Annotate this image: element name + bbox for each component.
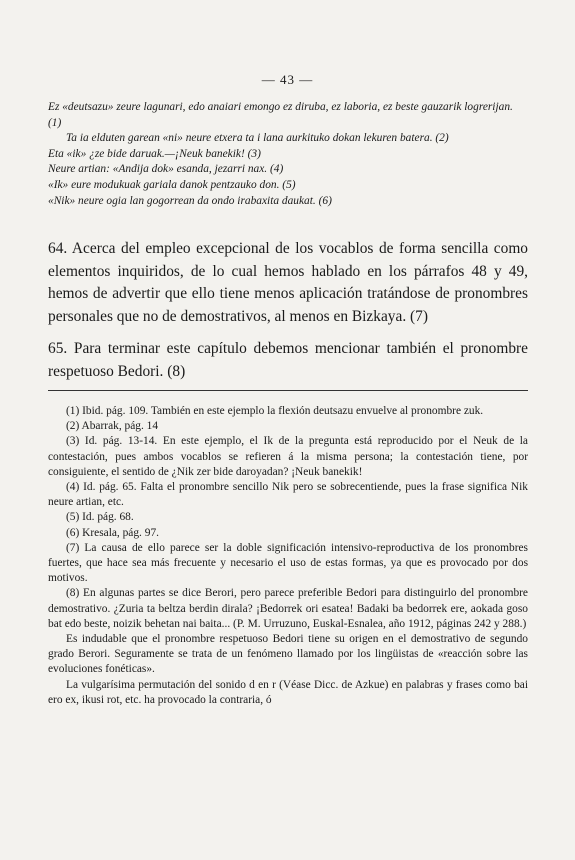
footnote: (1) Ibid. pág. 109. También en este ejemplo la flexión deutsazu envuelve al pronombre zuk. (66, 405, 484, 417)
page-number: — 43 — (261, 72, 314, 87)
footnote: (6) Kresala, pág. 97. (66, 526, 159, 539)
footnotes (48, 404, 528, 708)
paragraph-65: 65. Para terminar este capítulo debemos mencionar también el pronombre respetuoso Bedori. (8) (48, 340, 528, 380)
example-line: Ta ia elduten garean «ni» neure etxera ta i lana aurkituko dokan lekuren batera. (2) (66, 132, 449, 145)
example-line: Ez «deutsazu» zeure lagunari, edo anaiari emongo ez diruba, ez laboria, ez beste gauzarik logrerijan. (1) (48, 101, 513, 129)
example-sentences (48, 100, 528, 209)
footnote: (4) Id. pág. 65. Falta el pronombre sencillo Nik pero se sobrecentiende, pues la frase significa Nik neure artian, etc. (48, 481, 528, 509)
example-line: «Nik» neure ogia lan gogorrean da ondo irabaxita daukat. (6) (48, 194, 332, 207)
example-line: Eta «ik» ¿ze bide daruak.—¡Neuk banekik! (3) (48, 147, 261, 160)
footnote: (2) Abarrak, pág. 14 (66, 420, 159, 433)
footnote-continuation: Es indudable que el pronombre respetuoso Bedori tiene su origen en el demostrativo de segundo grado Berori. Seguramente se trata de un fenómeno llamado por los lingüistas de «reacción sobre las evoluciones fonéticas». (48, 633, 528, 676)
footnote: (3) Id. pág. 13-14. En este ejemplo, el Ik de la pregunta está reproducido por el Neuk de la contestación, pues ambos vocablos se refieren á la misma persona; la contestación tiene, por consiguiente, el sentido de ¿Nik zer bide daroyadan? ¡Neuk banekik! (48, 435, 528, 478)
footnote-divider (48, 390, 528, 391)
example-line: Neure artian: «Andija dok» esanda, jezarri nax. (4) (48, 163, 284, 176)
example-line: «Ik» eure modukuak gariala danok pentzauko don. (5) (48, 178, 296, 191)
paragraph-64: 64. Acerca del empleo excepcional de los vocablos de forma sencilla como elementos inquiridos, de lo cual hemos hablado en los párrafos 48 y 49, hemos de advertir que ello tiene menos aplicación tratándose de pronombres personales que no de demostrativos, al menos en Bizkaya. (7) (48, 240, 528, 325)
footnote-continuation: La vulgarísima permutación del sonido d en r (Véase Dicc. de Azkue) en palabras y frases como bai ero ex, ikusi rot, etc. ha provocado la contraria, ó (48, 678, 528, 706)
footnote: (5) Id. pág. 68. (66, 511, 134, 524)
footnote: (7) La causa de ello parece ser la doble significación intensivo-reproductiva de los pronombres fuertes, que hace sea más frecuente y necesario el uso de estas formas, ya que es provocado por dos motivos. (48, 541, 528, 585)
footnote: (8) En algunas partes se dice Berori, pero parece preferible Bedori para distinguirlo del pronombre demostrativo. ¿Zuria ta beltza berdin dirala? ¡Bedorrek ori esatea! Badaki ba bedorrek ere, aokada goso bat edo beste, noizik behetan nai baita... (P. M. Urruzuno, Euskal-Esnalea, año 1912, páginas 242 y 288.) (48, 587, 528, 630)
